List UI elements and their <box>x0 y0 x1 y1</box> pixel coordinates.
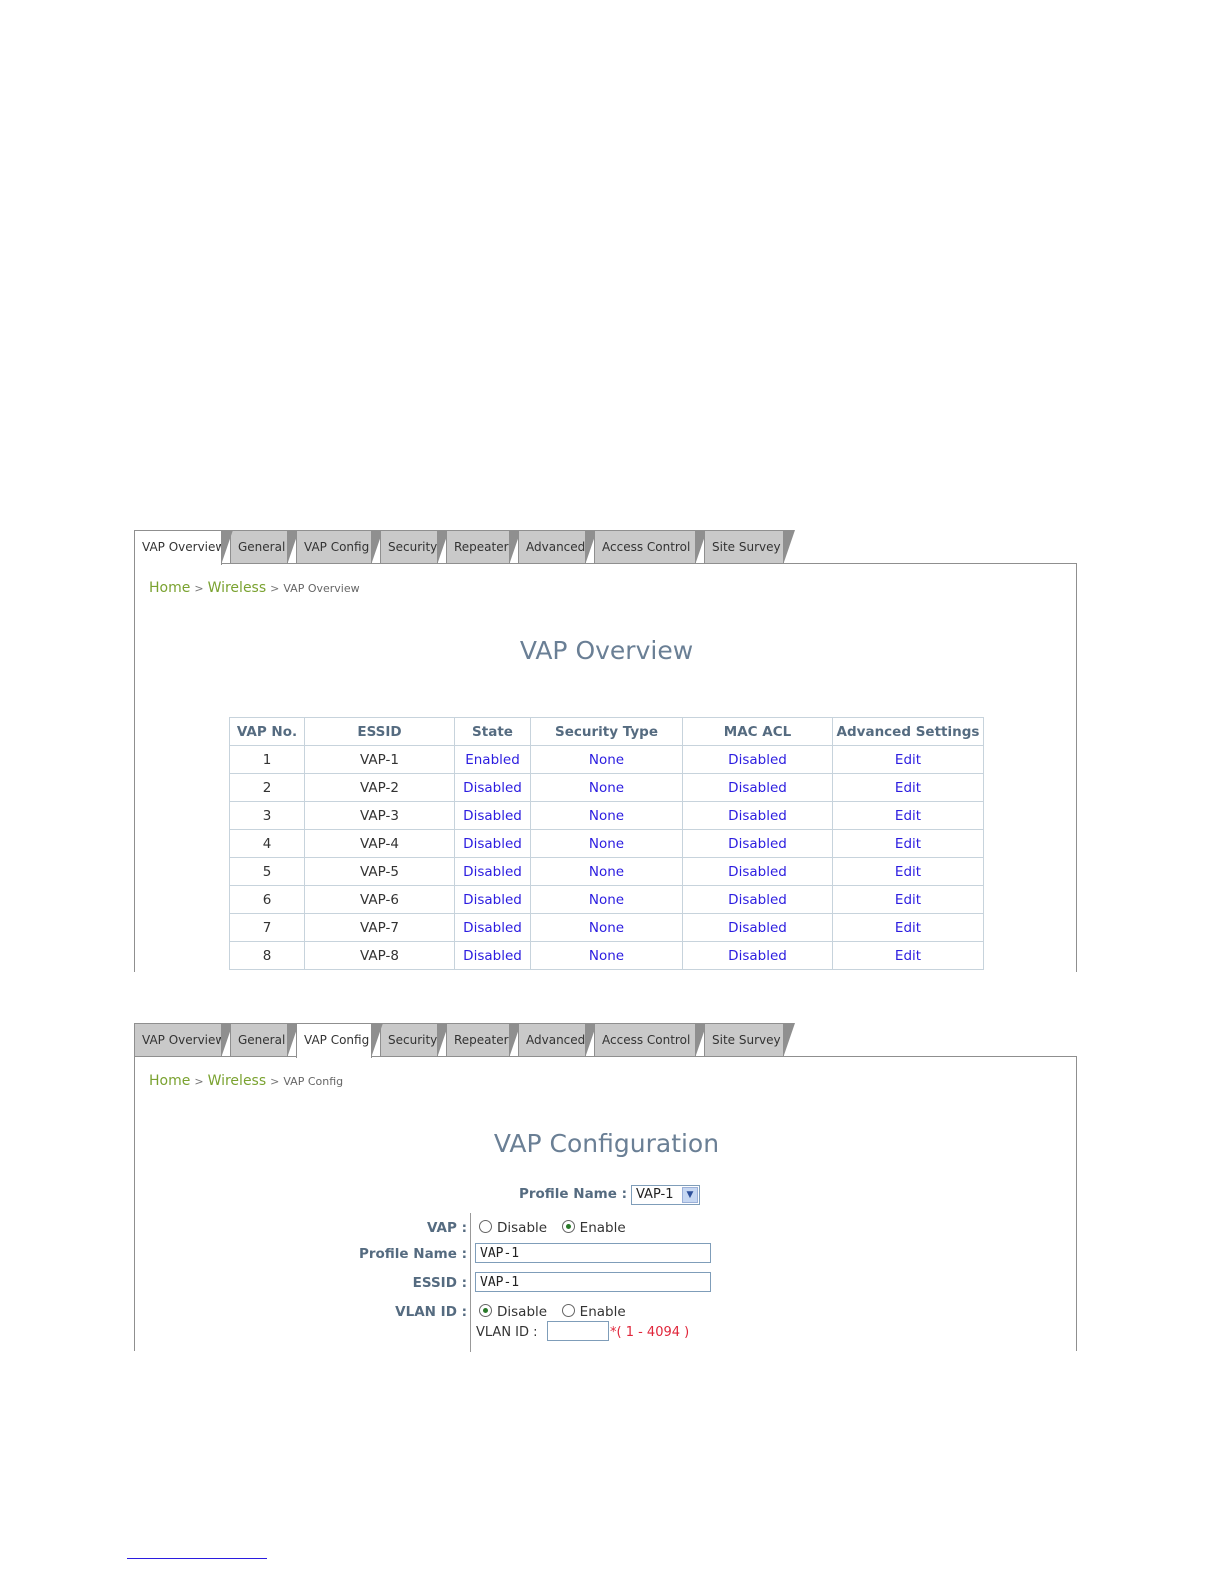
mac-acl-link[interactable]: Disabled <box>683 746 833 774</box>
breadcrumb <box>149 1073 343 1089</box>
col-state: State <box>455 718 531 746</box>
chevron-down-icon[interactable]: ▼ <box>682 1187 698 1203</box>
breadcrumb-current: VAP Overview <box>283 582 360 595</box>
page-title: VAP Configuration <box>493 1129 720 1158</box>
vlan-id-sub-label: VLAN ID : <box>476 1325 538 1340</box>
security-link[interactable]: None <box>531 858 683 886</box>
edit-link[interactable]: Edit <box>833 914 984 942</box>
essid: VAP-1 <box>305 746 455 774</box>
breadcrumb-current: VAP Config <box>283 1075 344 1088</box>
breadcrumb-home[interactable]: Home <box>149 1073 191 1089</box>
state-link[interactable]: Disabled <box>455 774 531 802</box>
col-vap-no: VAP No. <box>230 718 305 746</box>
tab-site-survey[interactable]: Site Survey <box>704 1023 784 1057</box>
essid-input[interactable]: VAP-1 <box>475 1272 711 1292</box>
table-row <box>230 914 984 942</box>
vap-no: 2 <box>230 774 305 802</box>
essid: VAP-6 <box>305 886 455 914</box>
vap-table <box>229 717 984 970</box>
tab-general[interactable]: General <box>230 1023 288 1057</box>
tab-security[interactable]: Security <box>380 530 438 564</box>
form-divider <box>470 1213 471 1352</box>
tab-bar <box>134 1021 1078 1057</box>
tab-advanced[interactable]: Advanced <box>518 530 586 564</box>
vlan-enable-label: Enable <box>579 1304 626 1320</box>
security-link[interactable]: None <box>531 942 683 970</box>
breadcrumb-sep: > <box>270 1075 280 1088</box>
tab-access-control[interactable]: Access Control <box>594 1023 696 1057</box>
essid: VAP-8 <box>305 942 455 970</box>
breadcrumb-wireless[interactable]: Wireless <box>207 1073 267 1089</box>
profile-name-label: Profile Name : <box>358 1246 467 1262</box>
mac-acl-link[interactable]: Disabled <box>683 774 833 802</box>
tab-security[interactable]: Security <box>380 1023 438 1057</box>
edit-link[interactable]: Edit <box>833 858 984 886</box>
tab-vap-config[interactable]: VAP Config <box>296 530 372 564</box>
edit-link[interactable]: Edit <box>833 774 984 802</box>
vap-no: 1 <box>230 746 305 774</box>
essid: VAP-3 <box>305 802 455 830</box>
vap-no: 3 <box>230 802 305 830</box>
breadcrumb-sep: > <box>194 582 204 595</box>
col-advanced-settings: Advanced Settings <box>833 718 984 746</box>
vlan-enable-radio[interactable] <box>562 1304 575 1317</box>
edit-link[interactable]: Edit <box>833 830 984 858</box>
mac-acl-link[interactable]: Disabled <box>683 914 833 942</box>
vap-radio-group <box>479 1220 626 1236</box>
table-row <box>230 942 984 970</box>
vap-enable-label: Enable <box>579 1220 626 1236</box>
vap-no: 4 <box>230 830 305 858</box>
security-link[interactable]: None <box>531 774 683 802</box>
tab-repeater[interactable]: Repeater <box>446 1023 510 1057</box>
tab-vap-overview[interactable]: VAP Overview <box>134 1023 222 1057</box>
vap-disable-radio[interactable] <box>479 1220 492 1233</box>
mac-acl-link[interactable]: Disabled <box>683 942 833 970</box>
security-link[interactable]: None <box>531 914 683 942</box>
essid: VAP-4 <box>305 830 455 858</box>
tab-access-control[interactable]: Access Control <box>594 530 696 564</box>
mac-acl-link[interactable]: Disabled <box>683 830 833 858</box>
state-link[interactable]: Disabled <box>455 886 531 914</box>
tab-site-survey[interactable]: Site Survey <box>704 530 784 564</box>
breadcrumb-sep: > <box>270 582 280 595</box>
col-security-type: Security Type <box>531 718 683 746</box>
vlan-radio-group <box>479 1304 626 1320</box>
tab-general[interactable]: General <box>230 530 288 564</box>
breadcrumb <box>149 580 360 596</box>
vlan-id-input[interactable] <box>547 1321 609 1341</box>
table-row <box>230 802 984 830</box>
state-link[interactable]: Enabled <box>455 746 531 774</box>
col-essid: ESSID <box>305 718 455 746</box>
footer-link-underline <box>127 1558 267 1559</box>
vap-overview-panel <box>134 528 1078 973</box>
vap-no: 5 <box>230 858 305 886</box>
edit-link[interactable]: Edit <box>833 942 984 970</box>
security-link[interactable]: None <box>531 746 683 774</box>
edit-link[interactable]: Edit <box>833 746 984 774</box>
breadcrumb-wireless[interactable]: Wireless <box>207 580 267 596</box>
essid: VAP-7 <box>305 914 455 942</box>
table-row <box>230 774 984 802</box>
essid: VAP-5 <box>305 858 455 886</box>
security-link[interactable]: None <box>531 830 683 858</box>
breadcrumb-home[interactable]: Home <box>149 580 191 596</box>
table-row <box>230 858 984 886</box>
mac-acl-link[interactable]: Disabled <box>683 858 833 886</box>
overview-content <box>134 563 1077 972</box>
page-title: VAP Overview <box>519 636 694 665</box>
mac-acl-link[interactable]: Disabled <box>683 802 833 830</box>
vap-enable-radio[interactable] <box>562 1220 575 1233</box>
table-row <box>230 886 984 914</box>
config-content <box>134 1056 1077 1351</box>
mac-acl-link[interactable]: Disabled <box>683 886 833 914</box>
state-link[interactable]: Disabled <box>455 858 531 886</box>
vap-no: 8 <box>230 942 305 970</box>
vlan-disable-radio[interactable] <box>479 1304 492 1317</box>
breadcrumb-sep: > <box>194 1075 204 1088</box>
tab-vap-overview[interactable]: VAP Overview <box>134 530 222 565</box>
vap-config-panel <box>134 1021 1078 1351</box>
table-row <box>230 746 984 774</box>
table-header-row <box>230 718 984 746</box>
table-row <box>230 830 984 858</box>
vlan-disable-label: Disable <box>497 1304 548 1320</box>
edit-link[interactable]: Edit <box>833 886 984 914</box>
vap-no: 7 <box>230 914 305 942</box>
vlan-id-hint: *( 1 - 4094 ) <box>610 1325 690 1340</box>
state-link[interactable]: Disabled <box>455 802 531 830</box>
security-link[interactable]: None <box>531 802 683 830</box>
col-mac-acl: MAC ACL <box>683 718 833 746</box>
profile-name-input[interactable]: VAP-1 <box>475 1243 711 1263</box>
tab-bar <box>134 528 1078 564</box>
security-link[interactable]: None <box>531 886 683 914</box>
vap-label: VAP : <box>427 1220 467 1236</box>
state-link[interactable]: Disabled <box>455 942 531 970</box>
profile-select-value: VAP-1 <box>636 1187 674 1202</box>
state-link[interactable]: Disabled <box>455 830 531 858</box>
tab-advanced[interactable]: Advanced <box>518 1023 586 1057</box>
tab-repeater[interactable]: Repeater <box>446 530 510 564</box>
edit-link[interactable]: Edit <box>833 802 984 830</box>
profile-select-label: Profile Name : <box>518 1186 627 1202</box>
essid-label: ESSID : <box>412 1275 467 1291</box>
vap-disable-label: Disable <box>497 1220 548 1236</box>
vap-no: 6 <box>230 886 305 914</box>
profile-select[interactable] <box>631 1185 700 1205</box>
vlan-label: VLAN ID : <box>395 1304 467 1320</box>
state-link[interactable]: Disabled <box>455 914 531 942</box>
tab-vap-config[interactable]: VAP Config <box>296 1023 372 1058</box>
essid: VAP-2 <box>305 774 455 802</box>
